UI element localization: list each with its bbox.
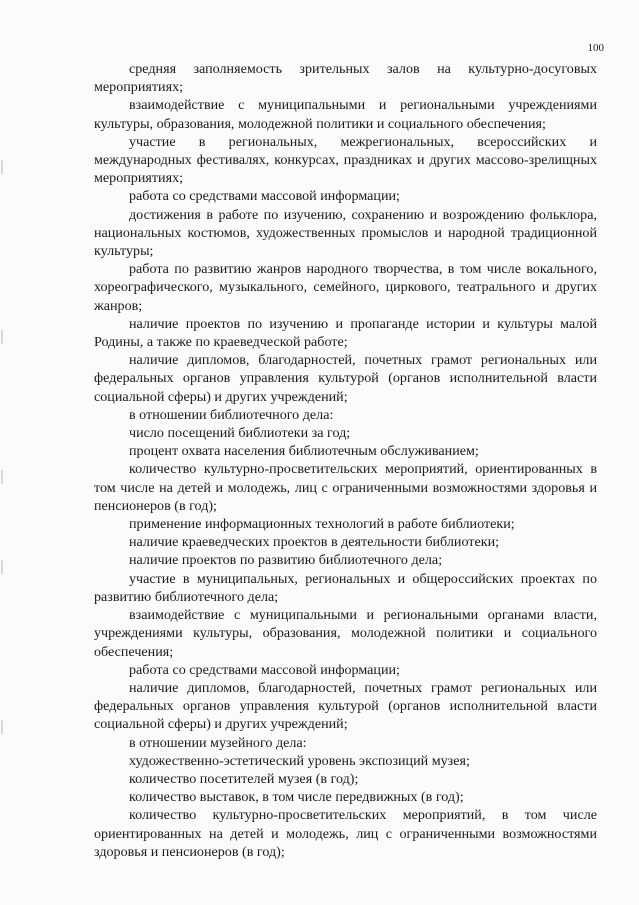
section-heading-museum: в отношении музейного дела: [129,734,307,751]
paragraph: участие в муниципальных, региональных и общероссийских проектах по развитию библиотечного дела; [94,570,597,605]
paragraph: процент охвата населения библиотечным обслуживанием; [129,443,479,460]
paragraph: количество выставок, в том числе передвижных (в год); [129,789,464,806]
paragraph: число посещений библиотеки за год; [129,425,351,442]
section-heading-library: в отношении библиотечного дела: [129,406,334,423]
scan-margin-marks [0,0,4,905]
paragraph: количество культурно-просветительских мероприятий, ориентированных в том числе на детей и молодежь, лиц с ограниченными возможностями здоровья и пенсионеров (в год); [94,461,597,514]
page-number: 100 [587,42,604,54]
paragraph: художественно-эстетический уровень экспозиций музея; [129,752,470,769]
paragraph: наличие дипломов, благодарностей, почетных грамот региональных или федеральных органов управления культурой (органов исполнительной власти социальной сферы) и других учреждений; [94,352,597,405]
paragraph: работа по развитию жанров народного творчества, в том числе вокального, хореографического, музыкального, семейного, циркового, театрального и других жанров; [94,261,597,314]
paragraph: участие в региональных, межрегиональных, всероссийских и международных фестивалях, конкурсах, праздниках и других массово-зрелищных мероприятиях; [94,133,597,187]
paragraph: количество культурно-просветительских мероприятий, в том числе ориентированных на детей и молодежь, лиц с ограниченными возможностями здоровья и пенсионеров (в год); [94,807,597,860]
paragraph: количество посетителей музея (в год); [129,770,359,787]
document-body [94,60,597,861]
paragraph: наличие проектов по развитию библиотечного дела; [129,552,443,569]
paragraph: средняя заполняемость зрительных залов на культурно-досуговых мероприятиях; [94,61,597,96]
paragraph: наличие проектов по изучению и пропаганде истории и культуры малой Родины, а также по краеведческой работе; [94,315,597,351]
paragraph: взаимодействие с муниципальными и региональными учреждениями культуры, образования, молодежной политики и социального обеспечения; [94,97,597,132]
paragraph: применение информационных технологий в работе библиотеки; [129,516,515,533]
paragraph: наличие дипломов, благодарностей, почетных грамот региональных или федеральных органов управления культурой (органов исполнительной власти социальной сферы) и других учреждений; [94,679,597,733]
paragraph: взаимодействие с муниципальными и региональными органами власти, учреждениями культуры, образования, молодежной политики и социального обеспечения; [94,607,597,660]
paragraph: достижения в работе по изучению, сохранению и возрождению фольклора, национальных костюмов, художественных промыслов и народной традиционной культуры; [94,206,597,260]
paragraph: наличие краеведческих проектов в деятельности библиотеки; [129,534,500,551]
paragraph: работа со средствами массовой информации; [129,661,400,678]
paragraph: работа со средствами массовой информации; [129,188,400,205]
